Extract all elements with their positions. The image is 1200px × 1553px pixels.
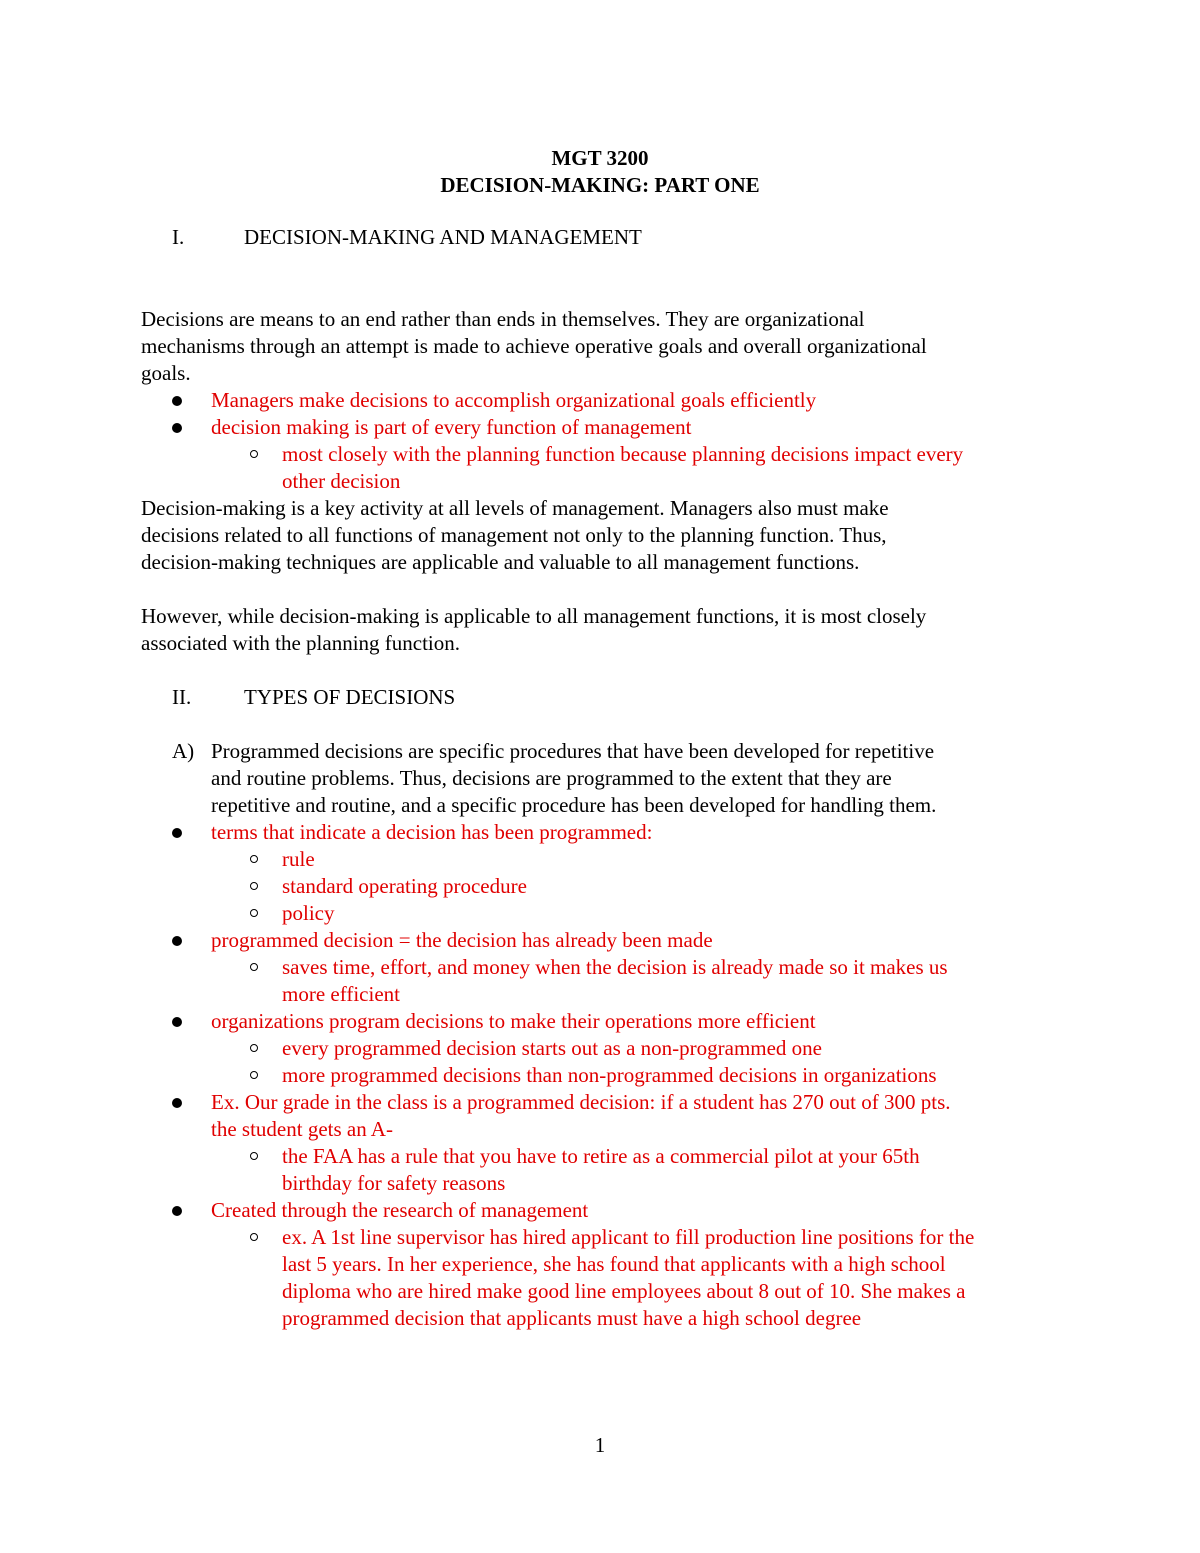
circle-bullet-icon [250, 855, 258, 863]
circle-bullet-icon [250, 1233, 258, 1241]
paragraph-line: goals. [141, 361, 191, 385]
bullet-icon [172, 1017, 182, 1027]
circle-bullet-icon [250, 450, 258, 458]
paragraph-line: Programmed decisions are specific procedures that have been developed for repetitive [211, 739, 935, 763]
list-item: more programmed decisions than non-programmed decisions in organizations [282, 1063, 937, 1087]
course-title: MGT 3200 [551, 146, 649, 170]
circle-bullet-icon [250, 1071, 258, 1079]
list-item: most closely with the planning function because planning decisions impact every [282, 442, 964, 466]
paragraph-line: mechanisms through an attempt is made to achieve operative goals and overall organizational [141, 334, 927, 358]
circle-bullet-icon [250, 1044, 258, 1052]
list-item-continuation: last 5 years. In her experience, she has found that applicants with a high school [282, 1252, 946, 1276]
page-number: 1 [594, 1433, 606, 1457]
list-item: ex. A 1st line supervisor has hired applicant to fill production line positions for the [282, 1225, 975, 1249]
list-item-continuation: more efficient [282, 982, 400, 1006]
list-item-continuation: programmed decision that applicants must have a high school degree [282, 1306, 862, 1330]
list-item: Managers make decisions to accomplish organizational goals efficiently [211, 388, 817, 412]
list-item: organizations program decisions to make their operations more efficient [211, 1009, 816, 1033]
circle-bullet-icon [250, 963, 258, 971]
paragraph-line: Decisions are means to an end rather than ends in themselves. They are organizational [141, 307, 865, 331]
paragraph-line: decision-making techniques are applicable and valuable to all management functions. [141, 550, 860, 574]
paragraph-line: associated with the planning function. [141, 631, 461, 655]
list-item-continuation: birthday for safety reasons [282, 1171, 506, 1195]
list-item: every programmed decision starts out as a non-programmed one [282, 1036, 823, 1060]
circle-bullet-icon [250, 909, 258, 917]
section-numeral: I. [172, 225, 185, 249]
list-item: policy [282, 901, 335, 925]
paragraph-line: repetitive and routine, and a specific procedure has been developed for handling them. [211, 793, 937, 817]
list-item: standard operating procedure [282, 874, 527, 898]
circle-bullet-icon [250, 1152, 258, 1160]
list-item: decision making is part of every function of management [211, 415, 692, 439]
list-item-continuation: diploma who are hired make good line employees about 8 out of 10. She makes a [282, 1279, 966, 1303]
section-heading-text: TYPES OF DECISIONS [244, 685, 456, 709]
list-item-continuation: the student gets an A- [211, 1117, 393, 1141]
list-item: terms that indicate a decision has been programmed: [211, 820, 653, 844]
paragraph-line: decisions related to all functions of management not only to the planning function. Thus, [141, 523, 887, 547]
document-subtitle: DECISION-MAKING: PART ONE [440, 173, 760, 197]
list-item: the FAA has a rule that you have to retire as a commercial pilot at your 65th [282, 1144, 920, 1168]
bullet-icon [172, 1098, 182, 1108]
paragraph-line: However, while decision-making is applicable to all management functions, it is most closely [141, 604, 927, 628]
bullet-icon [172, 828, 182, 838]
paragraph-line: and routine problems. Thus, decisions are programmed to the extent that they are [211, 766, 892, 790]
bullet-icon [172, 1206, 182, 1216]
section-heading-text: DECISION-MAKING AND MANAGEMENT [244, 225, 642, 249]
section-numeral: II. [172, 685, 192, 709]
circle-bullet-icon [250, 882, 258, 890]
list-item-continuation: other decision [282, 469, 401, 493]
bullet-icon [172, 936, 182, 946]
list-item: rule [282, 847, 315, 871]
list-item: programmed decision = the decision has already been made [211, 928, 713, 952]
paragraph-line: Decision-making is a key activity at all levels of management. Managers also must make [141, 496, 889, 520]
list-item: saves time, effort, and money when the decision is already made so it makes us [282, 955, 948, 979]
list-label: A) [172, 739, 195, 763]
list-item: Created through the research of management [211, 1198, 589, 1222]
list-item: Ex. Our grade in the class is a programmed decision: if a student has 270 out of 300 pts. [211, 1090, 951, 1114]
bullet-icon [172, 396, 182, 406]
bullet-icon [172, 423, 182, 433]
